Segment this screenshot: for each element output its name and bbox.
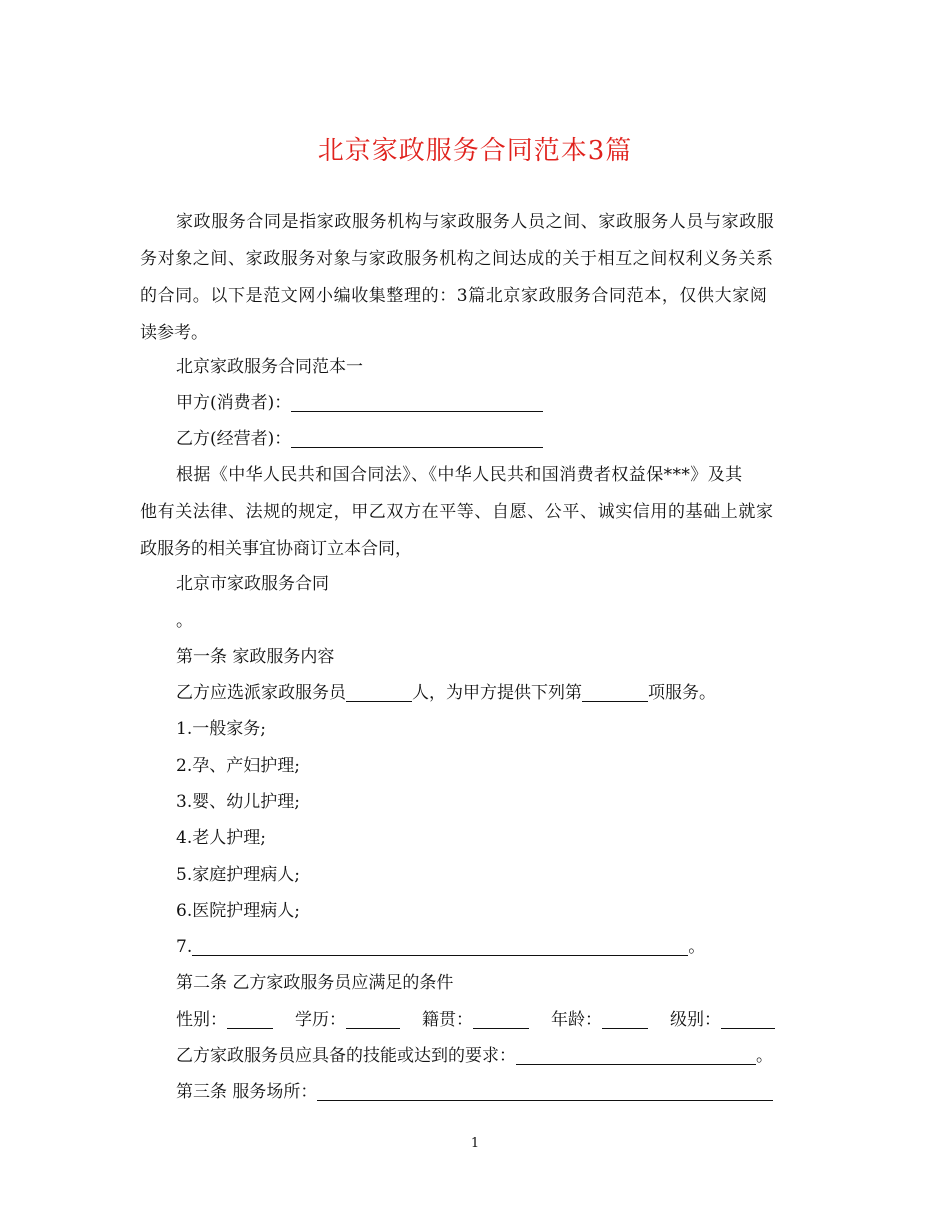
- basis-line-3: 政服务的相关事宜协商订立本合同，: [140, 539, 412, 559]
- service-item: 4.老人护理;: [176, 828, 266, 848]
- service-location-blank[interactable]: [317, 1080, 773, 1101]
- article-3-row: [140, 1074, 848, 1111]
- gender-field: [176, 1002, 273, 1039]
- education-label: 学历：: [295, 1010, 346, 1030]
- staff-count-blank[interactable]: [346, 681, 412, 702]
- party-b-blank[interactable]: [291, 427, 543, 448]
- gender-blank[interactable]: [227, 1008, 273, 1029]
- skills-row: [140, 1038, 848, 1075]
- education-field: [295, 1002, 400, 1039]
- intro-line-3: 的合同。以下是范文网小编收集整理的：3篇北京家政服务合同范本，仅供大家阅: [140, 286, 768, 306]
- native-label: 籍贯：: [422, 1010, 473, 1030]
- intro-line-4: 读参考。: [140, 323, 208, 343]
- service-item-7: [140, 929, 848, 966]
- service-item: 5.家庭护理病人;: [176, 865, 300, 885]
- page-number: 1: [470, 1136, 480, 1151]
- age-label: 年龄：: [551, 1010, 602, 1030]
- item-7-suffix: 。: [688, 937, 706, 957]
- conditions-row: [140, 1002, 848, 1039]
- service-item: 2.孕、产妇护理;: [176, 756, 300, 776]
- service-item-blank[interactable]: [582, 681, 648, 702]
- basis-line-2: 他有关法律、法规的规定，甲乙双方在平等、自愿、公平、诚实信用的基础上就家: [140, 502, 774, 522]
- item-7-blank[interactable]: [192, 935, 688, 956]
- service-item: 1.一般家务;: [176, 719, 266, 739]
- age-field: [551, 1002, 648, 1039]
- level-blank[interactable]: [721, 1008, 775, 1029]
- party-a-blank[interactable]: [291, 391, 543, 412]
- native-field: [422, 1002, 529, 1039]
- document-title: 北京家政服务合同范本3篇: [317, 136, 633, 166]
- gender-label: 性别：: [176, 1010, 227, 1030]
- intro-line-1: 家政服务合同是指家政服务机构与家政服务人员之间、家政服务人员与家政服: [176, 212, 775, 232]
- party-a-row: [140, 385, 848, 422]
- item-7-prefix: 7.: [176, 937, 193, 957]
- level-field: [670, 1002, 775, 1039]
- article-2-heading: 第二条 乙方家政服务员应满足的条件: [176, 973, 454, 993]
- service-item: 3.婴、幼儿护理;: [176, 792, 300, 812]
- party-b-row: [140, 421, 848, 458]
- native-blank[interactable]: [473, 1008, 529, 1029]
- assign-row: [140, 675, 848, 712]
- age-blank[interactable]: [602, 1008, 648, 1029]
- article-1-heading: 第一条 家政服务内容: [176, 647, 335, 667]
- contract-heading: 北京家政服务合同范本一: [176, 357, 363, 377]
- period-mark: 。: [176, 611, 193, 631]
- contract-name: 北京市家政服务合同: [176, 574, 329, 594]
- skills-blank[interactable]: [516, 1044, 756, 1065]
- article-3-label: 第三条 服务场所：: [176, 1082, 318, 1102]
- skills-label: 乙方家政服务员应具备的技能或达到的要求：: [176, 1046, 516, 1066]
- education-blank[interactable]: [346, 1008, 400, 1029]
- level-label: 级别：: [670, 1010, 721, 1030]
- assign-text-a: 乙方应选派家政服务员: [176, 683, 346, 703]
- skills-end: 。: [756, 1046, 773, 1066]
- assign-text-b: 人，为甲方提供下列第: [412, 683, 582, 703]
- intro-line-2: 务对象之间、家政服务对象与家政服务机构之间达成的关于相互之间权利义务关系: [140, 249, 774, 269]
- party-a-label: 甲方(消费者)：: [176, 393, 292, 413]
- service-item: 6.医院护理病人;: [176, 901, 300, 921]
- party-b-label: 乙方(经营者)：: [176, 429, 292, 449]
- basis-line-1: 根据《中华人民共和国合同法》、《中华人民共和国消费者权益保***》及其: [176, 465, 743, 485]
- assign-text-c: 项服务。: [648, 683, 716, 703]
